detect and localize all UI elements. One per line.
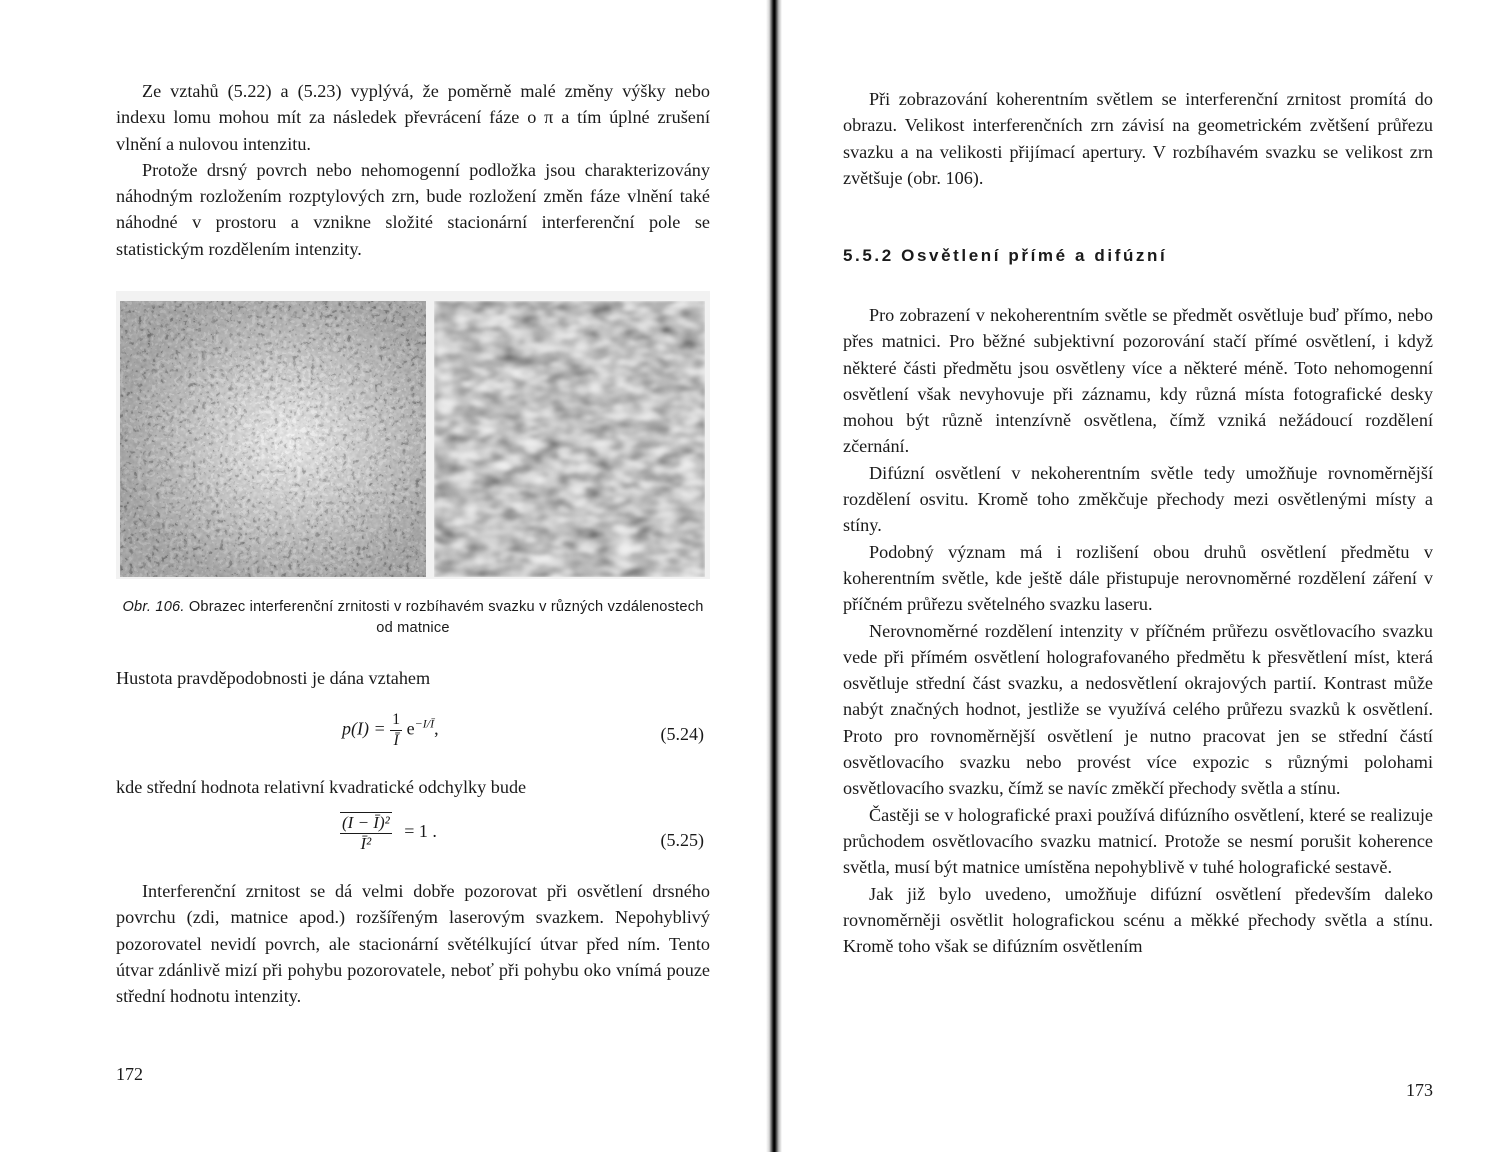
eq2-rhs: = 1 . [404, 821, 437, 842]
speckle-image-fine [120, 301, 426, 577]
eq1-exp-base: e [406, 718, 415, 739]
figure-caption [116, 597, 710, 639]
left-paragraph-after-equations: Interferenční zrnitost se dá velmi dobře pozorovat při osvětlení drsného povrchu (zdi, matnice apod.) rozšířeným laserovým svazkem. Nepohyblivý pozorovatel nevidí povrch, ale stacionární světélkující útvar před ním. Tento útvar zdánlivě mizí při pohybu pozorovatele, neboť při pohybu oko vnímá pouze střední hodnotu intenzity. [116, 881, 710, 1007]
text-before-equation-1: Hustota pravděpodobnosti je dána vztahem [116, 668, 431, 688]
equation-5-24-math [342, 710, 439, 751]
equation-5-25-math [340, 812, 437, 854]
right-paragraph-3: Podobný význam má i rozlišení obou druhů osvětlení předmětu v koherentním světle, kde ještě dále přistupuje nerovnoměrné rozdělení záření v příčném průřezu světelného svazku laseru. [843, 541, 1433, 615]
page-number-right: 173 [1406, 1080, 1433, 1100]
equation-5-25 [116, 808, 710, 868]
speckle-image-coarse [434, 301, 705, 577]
equation-5-25-number: (5.25) [660, 830, 704, 850]
left-page [116, 78, 710, 1118]
figure-caption-label: Obr. 106. [122, 599, 185, 615]
eq1-tail: , [434, 718, 439, 739]
right-paragraph-6: Jak již bylo uvedeno, umožňuje difúzní osvětlení především daleko rovnoměrněji osvětlit holografickou scénu a měkké přechody světla a stínu. Kromě toho však se difúzním osvětlením [843, 883, 1433, 957]
text-before-eq1-block [116, 665, 710, 691]
eq2-fraction-denominator: Ī² [360, 834, 372, 853]
left-paragraph-2: Protože drsný povrch nebo nehomogenní podložka jsou charakterizovány náhodným rozložením rozptylových zrn, bude rozložení změn fáze vlnění také náhodné v prostoru a vznikne složité stacionární interferenční pole se statistickým rozdělením intenzity. [116, 159, 710, 259]
text-before-equation-2: kde střední hodnota relativní kvadratické odchylky bude [116, 777, 527, 797]
right-paragraph-2: Difúzní osvětlení v nekoherentním světle tedy umožňuje rovnoměrnější rozdělení osvitu. Kromě toho změkčuje přechody mezi osvětlenými místy a stíny. [843, 462, 1433, 536]
book-gutter [766, 0, 782, 1152]
text-before-eq2-block [116, 774, 710, 800]
right-paragraph-1: Pro zobrazení v nekoherentním světle se předmět osvětluje buď přímo, nebo přes matnici. Pro běžné subjektivní pozorování stačí přímé osvětlení, i když některé části předmětu jsou osvětleny více a některé méně. Toto nehomogenní osvětlení však nevyhovuje při záznamu, kdy různá místa fotografické desky mohou být různě intenzívně osvětlena, čímž vzniká nežádoucí rozdělení zčernání. [843, 305, 1433, 457]
eq2-fraction-numerator: (I − Ī)² [342, 813, 390, 832]
equation-5-24 [116, 704, 710, 764]
eq1-exponent: −I/Ī [414, 716, 435, 731]
eq1-lhs: p(I) = [342, 718, 386, 739]
eq1-fraction-numerator: 1 [390, 710, 402, 731]
right-paragraph-4: Nerovnoměrné rozdělení intenzity v příčném průřezu osvětlovacího svazku vede při přímém osvětlení holografovaného předmětu k přesvětlení míst, která osvětluje střední část svazku, a nedosvětlení okrajových partií. Kontrast může nabýt značných hodnot, jestliže se využívá celého průřezu svazků k osvětlení. Proto pro rovnoměrnější osvětlení je nutno pracovat jen se střední částí osvětlovacího svazku nebo provést více expozic s různými polohami osvětlovacího svazku, čímž se navíc změkčí přechody světla a stínu. [843, 620, 1433, 799]
right-intro-paragraph: Při zobrazování koherentním světlem se interferenční zrnitost promítá do obrazu. Velikost interferenčních zrn závisí na geometrickém zvětšení průřezu svazku a na velikosti přijímací apertury. V rozbíhavém svazku se velikost zrn zvětšuje (obr. 106). [843, 89, 1433, 188]
right-paragraph-5: Častěji se v holografické praxi používá difúzního osvětlení, které se realizuje průchodem osvětlovacího svazku matnicí. Protože se nesmí porušit koherence světla, musí být matnice umístěna nepohyblivě v tuhé holografické sestavě. [843, 804, 1433, 878]
section-heading: 5.5.2 Osvětlení přímé a difúzní [843, 246, 1168, 265]
left-bottom-text [116, 878, 710, 1009]
left-top-text [116, 78, 710, 262]
left-paragraph-1: Ze vztahů (5.22) a (5.23) vyplývá, že poměrně malé změny výšky nebo indexu lomu mohou mít za následek převrácení fáze o π a tím úplné zrušení vlnění a nulovou intenzitu. [116, 81, 710, 154]
equation-5-24-number: (5.24) [660, 724, 704, 744]
right-body-text [843, 302, 1433, 959]
eq1-fraction-denominator: Ī [393, 732, 399, 749]
right-page [843, 86, 1433, 1126]
figure-caption-text: Obrazec interferenční zrnitosti v rozbíhavém svazku v různých vzdálenostech od matnice [188, 599, 704, 636]
figure-speckle-pattern [116, 291, 710, 579]
page-number-left: 172 [116, 1064, 143, 1084]
